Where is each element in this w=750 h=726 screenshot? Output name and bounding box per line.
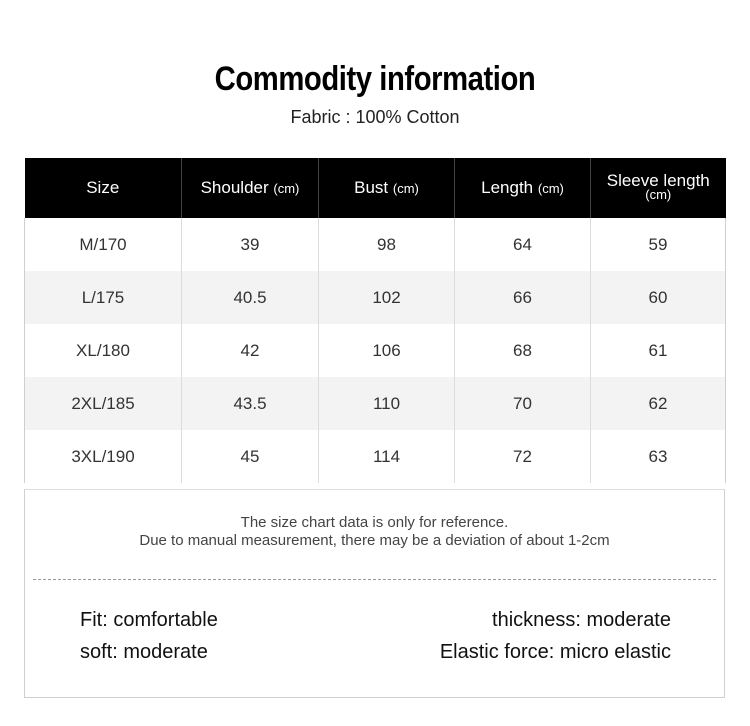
note-line: The size chart data is only for reference. <box>240 514 509 531</box>
table-cell: 70 <box>455 377 591 430</box>
table-cell: 64 <box>455 218 591 271</box>
table-cell: 60 <box>591 271 726 324</box>
table-cell: 98 <box>319 218 455 271</box>
column-label: Size <box>86 178 120 197</box>
table-cell: 110 <box>319 377 455 430</box>
table-cell: 39 <box>182 218 319 271</box>
table-cell: 40.5 <box>182 271 319 324</box>
column-header-sleeve-length <box>591 158 726 218</box>
info-panel <box>24 489 725 698</box>
column-label: Length <box>481 178 534 197</box>
page-title: Commodity information <box>214 60 536 98</box>
table-cell: XL/180 <box>25 324 182 377</box>
fit-attribute: Fit: comfortable <box>80 609 218 631</box>
table-cell: 45 <box>182 430 319 483</box>
table-cell: L/175 <box>25 271 182 324</box>
column-label: Sleeve length <box>606 171 710 190</box>
table-row <box>25 218 726 271</box>
note-line: Due to manual measurement, there may be a deviation of about 1-2cm <box>139 532 610 549</box>
table-cell: 62 <box>591 377 726 430</box>
table-cell: 114 <box>319 430 455 483</box>
table-cell: 68 <box>455 324 591 377</box>
dashed-divider <box>33 579 716 580</box>
column-label: Shoulder <box>200 178 269 197</box>
table-cell: M/170 <box>25 218 182 271</box>
column-unit: (cm) <box>645 187 672 202</box>
table-cell: 61 <box>591 324 726 377</box>
column-unit: (cm) <box>273 181 300 196</box>
size-chart-table <box>24 158 726 483</box>
softness-attribute: soft: moderate <box>80 641 208 663</box>
table-row <box>25 324 726 377</box>
column-unit: (cm) <box>392 181 419 196</box>
table-cell: 59 <box>591 218 726 271</box>
table-cell: 2XL/185 <box>25 377 182 430</box>
table-row <box>25 430 726 483</box>
thickness-attribute: thickness: moderate <box>492 609 671 631</box>
column-header-length <box>455 158 591 218</box>
column-label: Bust <box>354 178 389 197</box>
fabric-info: Fabric : 100% Cotton <box>290 107 460 127</box>
column-header-shoulder <box>182 158 319 218</box>
table-cell: 102 <box>319 271 455 324</box>
column-unit: (cm) <box>537 181 564 196</box>
elasticity-attribute: Elastic force: micro elastic <box>439 641 671 663</box>
column-header-bust <box>319 158 455 218</box>
column-header-size <box>25 158 182 218</box>
table-header-row <box>25 158 726 218</box>
table-cell: 72 <box>455 430 591 483</box>
table-cell: 43.5 <box>182 377 319 430</box>
table-cell: 42 <box>182 324 319 377</box>
measurement-note <box>25 514 724 550</box>
table-row <box>25 271 726 324</box>
table-cell: 66 <box>455 271 591 324</box>
table-cell: 3XL/190 <box>25 430 182 483</box>
table-row <box>25 377 726 430</box>
table-cell: 63 <box>591 430 726 483</box>
table-cell: 106 <box>319 324 455 377</box>
